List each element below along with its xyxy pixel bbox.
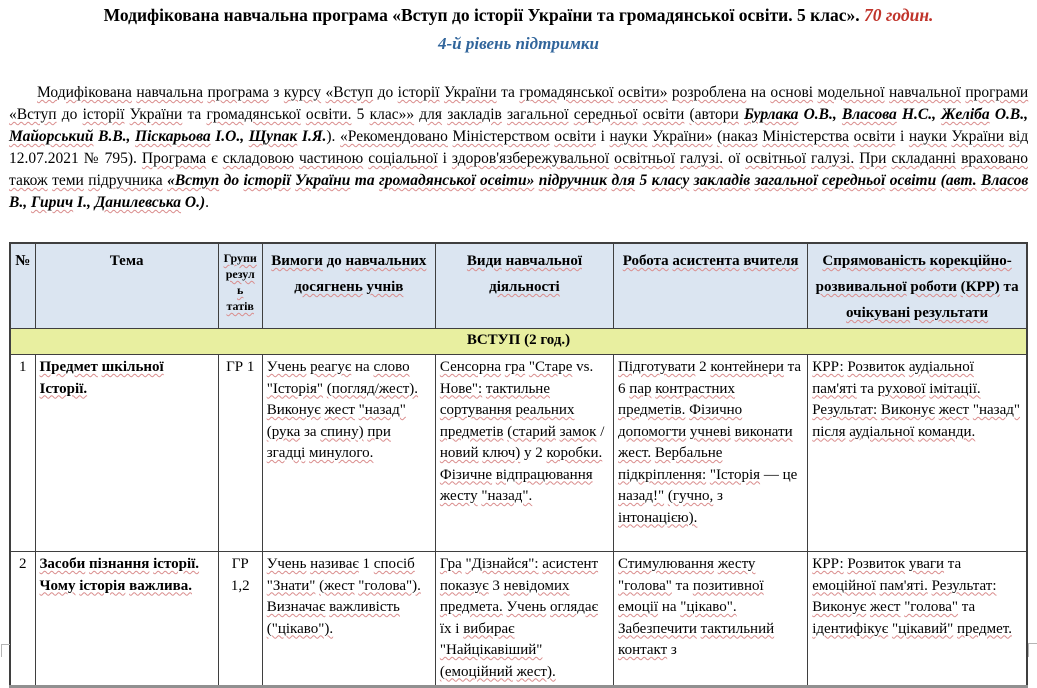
cell-requirements: Учень називає 1 спосіб "Знати" (жест "голова"). Визначає важливість ("цікаво").: [262, 552, 435, 687]
document-title: Модифікована навчальна програма «Вступ до історії України та громадянської освіти. 5 клас». 70 годин.: [103, 5, 934, 25]
header-theme: Тема: [35, 243, 218, 329]
cell-num: 2: [10, 552, 35, 687]
cell-krr: КРР: Розвиток аудіальної пам'яті та рухової імітації. Результат: Виконує жест "назад" після аудіальної команди.: [808, 355, 1027, 552]
header-group: Групи резуль татів: [218, 243, 262, 329]
next-page-fragment-right: [1028, 643, 1037, 657]
cell-group: ГР 1,2: [218, 552, 262, 687]
cell-requirements: Учень реагує на слово "Історія" (погляд/жест). Виконує жест "назад" (рука за спину) при згадці минулого.: [262, 355, 435, 552]
cell-activities: Гра "Дізнайся": асистент показує 3 невідомих предмета. Учень оглядає їх і вибирає "Найцікавіший" (емоційний жест).: [435, 552, 613, 687]
next-page-fragment-left: [1, 644, 10, 657]
cell-assistant: Стимулювання жесту "голова" та позитивної емоції на "цікаво". Забезпечити тактильний контакт з: [614, 552, 808, 687]
header-krr: Спрямованість корекційно-розвивальної роботи (КРР) та очікувані результати: [808, 243, 1027, 329]
header-activities: Види навчальної діяльності: [435, 243, 613, 329]
cell-krr: КРР: Розвиток уваги та емоційної пам'яті. Результат: Виконує жест "голова" та ідентифікує "цікавий" предмет.: [808, 552, 1027, 687]
table-header: [10, 243, 1027, 329]
table-row: [10, 552, 1027, 687]
cell-num: 1: [10, 355, 35, 552]
intro-paragraph: Модифікована навчальна програма з курсу «Вступ до історії України та громадянської освіти» розроблена на основі модельної навчальної програми «Вступ до історії України та громадянської освіти. 5 клас»» для закладів загальної середньої освіти (автори Бурлака О.В., Власова Н.С., Желіба О.В., Майорський В.В., Піскарьова І.О., Щупак І.Я.). «Рекомендовано Міністерством освіти і науки України» (наказ Міністерства освіти і науки України від 12.07.2021 № 795). Програма є складовою частиною соціальної і здоров'язбережувальної освітньої галузі. ої освітньої галузі. При складанні враховано також теми підручника «Вступ до історії України та громадянської освіти» підручник для 5 класу закладів загальної середньої освіти (авт. Власов В., Гирич І., Данилевська О.).: [9, 84, 1029, 211]
section-label: ВСТУП (2 год.): [10, 329, 1027, 355]
header-num: №: [10, 243, 35, 329]
cell-group: ГР 1: [218, 355, 262, 552]
document-subtitle: 4-й рівень підтримки: [438, 34, 599, 53]
program-table: [9, 242, 1028, 688]
section-row: [10, 329, 1027, 355]
cell-theme: Предмет шкільної Історії.: [35, 355, 218, 552]
cell-theme: Засоби пізнання історії. Чому історія важлива.: [35, 552, 218, 687]
cell-activities: Сенсорна гра "Старе vs. Нове": тактильне сортування реальних предметів (старий замок / новий ключ) у 2 коробки. Фізичне відпрацювання жесту "назад".: [435, 355, 613, 552]
table-row: [10, 355, 1027, 552]
cell-assistant: Підготувати 2 контейнери та 6 пар контрастних предметів. Фізично допомогти учневі виконати жест. Вербальне підкріплення: "Історія — це назад!" (гучно, з інтонацією).: [614, 355, 808, 552]
header-requirements: Вимоги до навчальних досягнень учнів: [262, 243, 435, 329]
header-assistant: Робота асистента вчителя: [614, 243, 808, 329]
